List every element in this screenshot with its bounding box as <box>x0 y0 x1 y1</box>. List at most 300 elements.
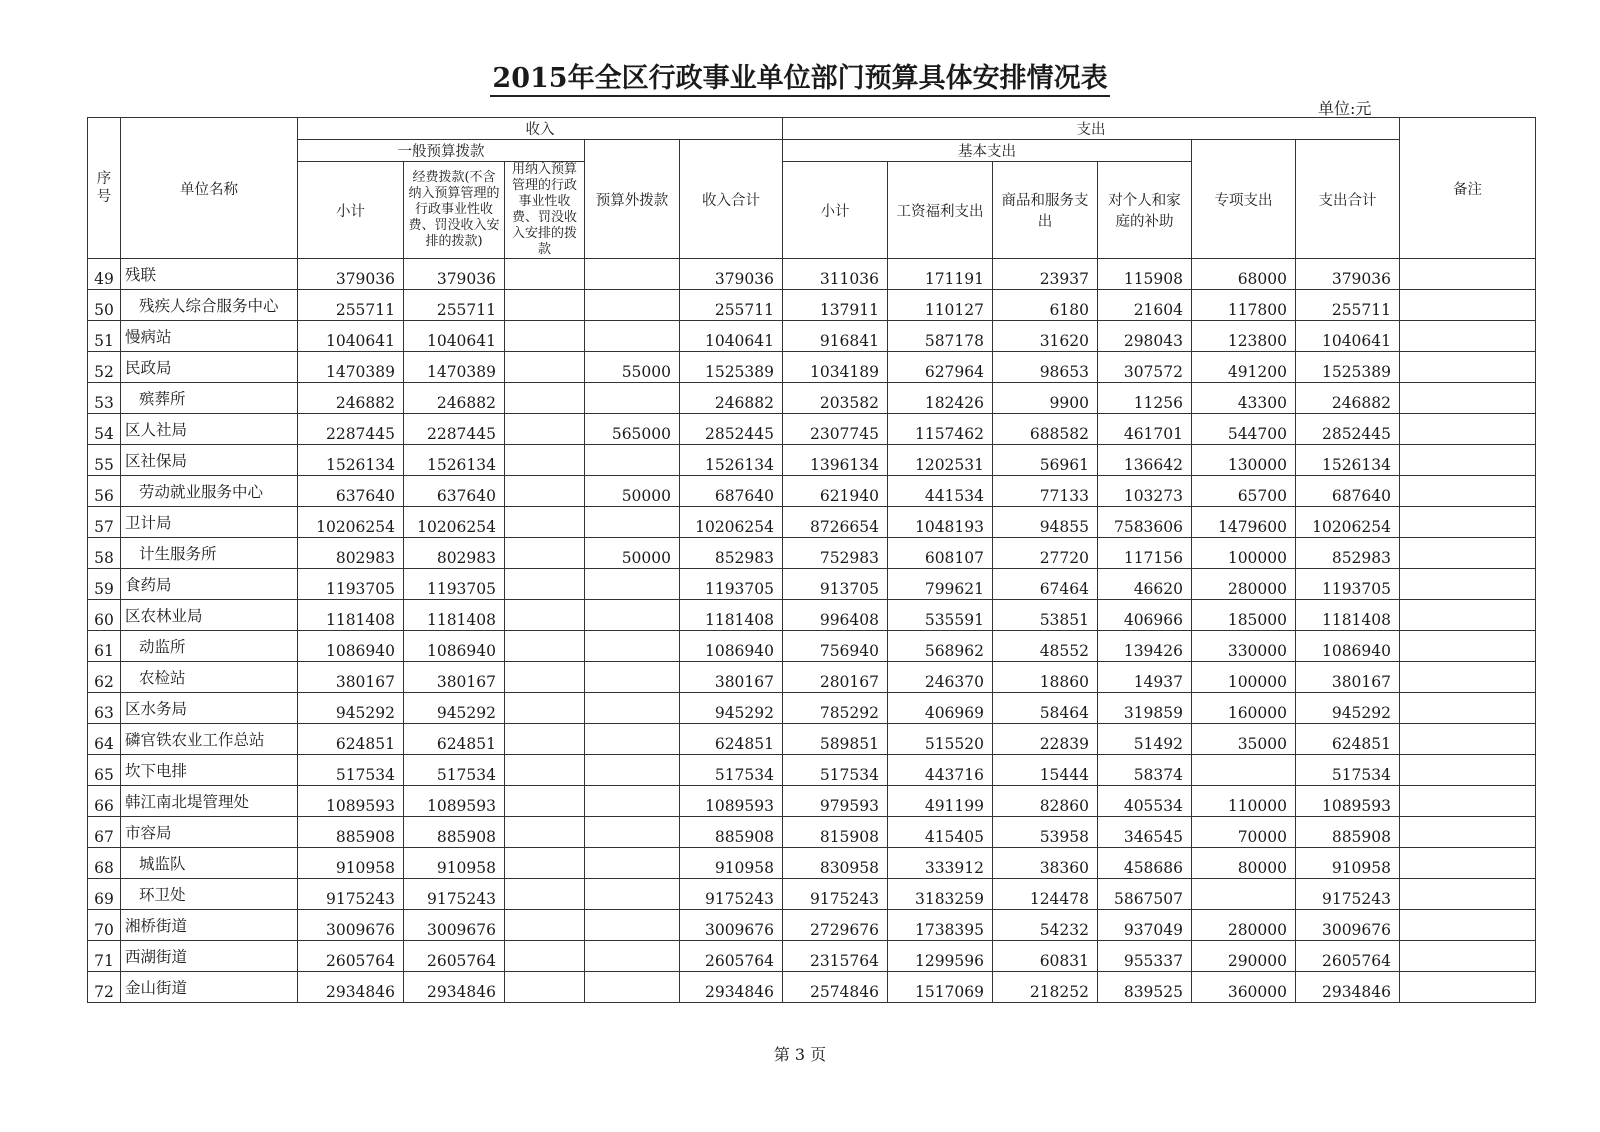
cell-special <box>1192 755 1296 786</box>
cell-special: 110000 <box>1192 786 1296 817</box>
cell-extra-budget <box>585 817 680 848</box>
cell-salary: 333912 <box>888 848 993 879</box>
cell-goods: 6180 <box>993 290 1098 321</box>
cell-income-total: 852983 <box>680 538 783 569</box>
row-seq: 61 <box>88 631 121 662</box>
cell-funding: 246882 <box>404 383 505 414</box>
table-row <box>88 879 1536 910</box>
cell-special: 185000 <box>1192 600 1296 631</box>
cell-expense-total: 10206254 <box>1296 507 1400 538</box>
table-row <box>88 445 1536 476</box>
row-name: 西湖街道 <box>121 941 298 972</box>
cell-funding: 1181408 <box>404 600 505 631</box>
cell-goods: 77133 <box>993 476 1098 507</box>
row-name: 民政局 <box>121 352 298 383</box>
cell-subsidy: 14937 <box>1098 662 1192 693</box>
row-name: 计生服务所 <box>121 538 298 569</box>
row-name: 金山街道 <box>121 972 298 1003</box>
cell-income-subtotal: 246882 <box>298 383 404 414</box>
cell-income-total: 885908 <box>680 817 783 848</box>
cell-funding: 624851 <box>404 724 505 755</box>
row-name: 食药局 <box>121 569 298 600</box>
cell-income-total: 1040641 <box>680 321 783 352</box>
cell-fee-funding <box>505 414 585 445</box>
table-row <box>88 507 1536 538</box>
cell-goods: 23937 <box>993 259 1098 290</box>
cell-subsidy: 461701 <box>1098 414 1192 445</box>
row-name: 韩江南北堤管理处 <box>121 786 298 817</box>
cell-income-total: 379036 <box>680 259 783 290</box>
cell-extra-budget <box>585 910 680 941</box>
cell-extra-budget <box>585 941 680 972</box>
table-row <box>88 910 1536 941</box>
cell-goods: 18860 <box>993 662 1098 693</box>
header-exp-subtotal: 小计 <box>783 162 888 259</box>
cell-goods: 56961 <box>993 445 1098 476</box>
row-seq: 66 <box>88 786 121 817</box>
cell-expense-total: 2852445 <box>1296 414 1400 445</box>
cell-fee-funding <box>505 476 585 507</box>
cell-expense-subtotal: 1396134 <box>783 445 888 476</box>
cell-extra-budget <box>585 507 680 538</box>
cell-income-total: 1525389 <box>680 352 783 383</box>
cell-income-subtotal: 2605764 <box>298 941 404 972</box>
cell-expense-total: 687640 <box>1296 476 1400 507</box>
cell-funding: 1086940 <box>404 631 505 662</box>
header-goods: 商品和服务支出 <box>993 162 1098 259</box>
row-name: 卫计局 <box>121 507 298 538</box>
cell-remark <box>1400 693 1536 724</box>
cell-subsidy: 839525 <box>1098 972 1192 1003</box>
cell-expense-total: 379036 <box>1296 259 1400 290</box>
cell-income-subtotal: 3009676 <box>298 910 404 941</box>
cell-funding: 255711 <box>404 290 505 321</box>
cell-fee-funding <box>505 662 585 693</box>
cell-goods: 38360 <box>993 848 1098 879</box>
cell-remark <box>1400 817 1536 848</box>
cell-goods: 15444 <box>993 755 1098 786</box>
cell-extra-budget <box>585 972 680 1003</box>
cell-income-total: 1181408 <box>680 600 783 631</box>
cell-expense-total: 517534 <box>1296 755 1400 786</box>
cell-special: 43300 <box>1192 383 1296 414</box>
row-name: 区农林业局 <box>121 600 298 631</box>
cell-funding: 945292 <box>404 693 505 724</box>
cell-salary: 799621 <box>888 569 993 600</box>
cell-special: 100000 <box>1192 662 1296 693</box>
cell-goods: 22839 <box>993 724 1098 755</box>
header-income: 收入 <box>298 118 783 140</box>
row-seq: 52 <box>88 352 121 383</box>
cell-salary: 441534 <box>888 476 993 507</box>
cell-remark <box>1400 786 1536 817</box>
row-name: 动监所 <box>121 631 298 662</box>
cell-income-subtotal: 624851 <box>298 724 404 755</box>
cell-fee-funding <box>505 631 585 662</box>
cell-funding: 380167 <box>404 662 505 693</box>
cell-income-subtotal: 1086940 <box>298 631 404 662</box>
cell-extra-budget <box>585 321 680 352</box>
cell-income-total: 2934846 <box>680 972 783 1003</box>
cell-subsidy: 307572 <box>1098 352 1192 383</box>
cell-fee-funding <box>505 352 585 383</box>
cell-income-total: 687640 <box>680 476 783 507</box>
cell-fee-funding <box>505 538 585 569</box>
cell-expense-subtotal: 830958 <box>783 848 888 879</box>
table-row <box>88 817 1536 848</box>
cell-special <box>1192 879 1296 910</box>
cell-extra-budget <box>585 786 680 817</box>
cell-funding: 1040641 <box>404 321 505 352</box>
cell-remark <box>1400 600 1536 631</box>
row-name: 市容局 <box>121 817 298 848</box>
cell-expense-subtotal: 996408 <box>783 600 888 631</box>
cell-special: 330000 <box>1192 631 1296 662</box>
cell-expense-total: 9175243 <box>1296 879 1400 910</box>
cell-special: 80000 <box>1192 848 1296 879</box>
cell-extra-budget: 55000 <box>585 352 680 383</box>
cell-income-subtotal: 885908 <box>298 817 404 848</box>
cell-income-subtotal: 380167 <box>298 662 404 693</box>
table-row <box>88 724 1536 755</box>
cell-subsidy: 298043 <box>1098 321 1192 352</box>
cell-expense-subtotal: 2315764 <box>783 941 888 972</box>
cell-funding: 1526134 <box>404 445 505 476</box>
cell-goods: 53851 <box>993 600 1098 631</box>
cell-special: 68000 <box>1192 259 1296 290</box>
table-row <box>88 538 1536 569</box>
cell-goods: 67464 <box>993 569 1098 600</box>
cell-fee-funding <box>505 693 585 724</box>
cell-expense-total: 2605764 <box>1296 941 1400 972</box>
cell-subsidy: 11256 <box>1098 383 1192 414</box>
row-seq: 69 <box>88 879 121 910</box>
cell-expense-subtotal: 311036 <box>783 259 888 290</box>
cell-goods: 31620 <box>993 321 1098 352</box>
cell-fee-funding <box>505 879 585 910</box>
row-seq: 49 <box>88 259 121 290</box>
table-header <box>88 118 1536 259</box>
cell-salary: 110127 <box>888 290 993 321</box>
cell-salary: 1738395 <box>888 910 993 941</box>
row-name: 湘桥街道 <box>121 910 298 941</box>
cell-income-subtotal: 1181408 <box>298 600 404 631</box>
row-name: 农检站 <box>121 662 298 693</box>
cell-extra-budget: 50000 <box>585 476 680 507</box>
cell-expense-total: 1181408 <box>1296 600 1400 631</box>
cell-subsidy: 136642 <box>1098 445 1192 476</box>
row-seq: 64 <box>88 724 121 755</box>
cell-expense-subtotal: 815908 <box>783 817 888 848</box>
cell-salary: 246370 <box>888 662 993 693</box>
header-special: 专项支出 <box>1192 140 1296 259</box>
cell-expense-subtotal: 916841 <box>783 321 888 352</box>
row-name: 慢病站 <box>121 321 298 352</box>
cell-income-total: 2852445 <box>680 414 783 445</box>
table-row <box>88 383 1536 414</box>
cell-expense-subtotal: 752983 <box>783 538 888 569</box>
cell-fee-funding <box>505 755 585 786</box>
cell-remark <box>1400 352 1536 383</box>
cell-expense-total: 1040641 <box>1296 321 1400 352</box>
cell-fee-funding <box>505 786 585 817</box>
cell-expense-subtotal: 979593 <box>783 786 888 817</box>
row-name: 残联 <box>121 259 298 290</box>
cell-salary: 608107 <box>888 538 993 569</box>
table-row <box>88 569 1536 600</box>
cell-goods: 60831 <box>993 941 1098 972</box>
row-seq: 68 <box>88 848 121 879</box>
header-inc-subtotal: 小计 <box>298 162 404 259</box>
row-name: 残疾人综合服务中心 <box>121 290 298 321</box>
row-name: 城监队 <box>121 848 298 879</box>
cell-income-subtotal: 802983 <box>298 538 404 569</box>
cell-extra-budget <box>585 693 680 724</box>
cell-special: 1479600 <box>1192 507 1296 538</box>
cell-remark <box>1400 569 1536 600</box>
table-row <box>88 941 1536 972</box>
cell-funding: 517534 <box>404 755 505 786</box>
table-body <box>88 259 1536 1003</box>
cell-expense-total: 1525389 <box>1296 352 1400 383</box>
cell-expense-total: 3009676 <box>1296 910 1400 941</box>
cell-remark <box>1400 383 1536 414</box>
cell-remark <box>1400 910 1536 941</box>
cell-funding: 1193705 <box>404 569 505 600</box>
cell-income-subtotal: 10206254 <box>298 507 404 538</box>
cell-subsidy: 319859 <box>1098 693 1192 724</box>
cell-goods: 9900 <box>993 383 1098 414</box>
cell-expense-subtotal: 8726654 <box>783 507 888 538</box>
cell-special: 360000 <box>1192 972 1296 1003</box>
cell-salary: 182426 <box>888 383 993 414</box>
cell-remark <box>1400 972 1536 1003</box>
cell-subsidy: 46620 <box>1098 569 1192 600</box>
cell-salary: 3183259 <box>888 879 993 910</box>
row-name: 区水务局 <box>121 693 298 724</box>
table-row <box>88 848 1536 879</box>
cell-income-total: 255711 <box>680 290 783 321</box>
cell-income-subtotal: 517534 <box>298 755 404 786</box>
cell-income-total: 1193705 <box>680 569 783 600</box>
cell-remark <box>1400 259 1536 290</box>
cell-expense-total: 2934846 <box>1296 972 1400 1003</box>
table-row <box>88 352 1536 383</box>
header-expense-total: 支出合计 <box>1296 140 1400 259</box>
header-income-total: 收入合计 <box>680 140 783 259</box>
cell-expense-total: 945292 <box>1296 693 1400 724</box>
cell-income-subtotal: 1193705 <box>298 569 404 600</box>
cell-extra-budget <box>585 879 680 910</box>
header-funding: 经费拨款(不含纳入预算管理的行政事业性收费、罚没收入安排的拨款) <box>404 162 505 259</box>
cell-expense-subtotal: 517534 <box>783 755 888 786</box>
cell-remark <box>1400 724 1536 755</box>
row-name: 区社保局 <box>121 445 298 476</box>
cell-special: 35000 <box>1192 724 1296 755</box>
cell-special: 491200 <box>1192 352 1296 383</box>
cell-subsidy: 139426 <box>1098 631 1192 662</box>
cell-fee-funding <box>505 848 585 879</box>
cell-special: 65700 <box>1192 476 1296 507</box>
header-seq: 序号 <box>88 118 121 259</box>
cell-remark <box>1400 848 1536 879</box>
row-seq: 55 <box>88 445 121 476</box>
row-name: 坎下电排 <box>121 755 298 786</box>
cell-salary: 1048193 <box>888 507 993 538</box>
cell-subsidy: 937049 <box>1098 910 1192 941</box>
cell-income-subtotal: 379036 <box>298 259 404 290</box>
cell-salary: 515520 <box>888 724 993 755</box>
cell-expense-total: 910958 <box>1296 848 1400 879</box>
row-seq: 72 <box>88 972 121 1003</box>
row-seq: 53 <box>88 383 121 414</box>
row-seq: 57 <box>88 507 121 538</box>
page-number: 第 3 页 <box>773 1045 827 1064</box>
cell-salary: 406969 <box>888 693 993 724</box>
cell-goods: 82860 <box>993 786 1098 817</box>
row-name: 环卫处 <box>121 879 298 910</box>
cell-income-total: 2605764 <box>680 941 783 972</box>
cell-expense-total: 852983 <box>1296 538 1400 569</box>
cell-income-total: 517534 <box>680 755 783 786</box>
cell-salary: 1517069 <box>888 972 993 1003</box>
cell-remark <box>1400 321 1536 352</box>
cell-expense-subtotal: 2729676 <box>783 910 888 941</box>
cell-fee-funding <box>505 941 585 972</box>
cell-goods: 27720 <box>993 538 1098 569</box>
row-seq: 56 <box>88 476 121 507</box>
table-row <box>88 290 1536 321</box>
cell-expense-total: 246882 <box>1296 383 1400 414</box>
table-row <box>88 259 1536 290</box>
cell-expense-subtotal: 2574846 <box>783 972 888 1003</box>
cell-goods: 98653 <box>993 352 1098 383</box>
cell-fee-funding <box>505 321 585 352</box>
cell-special: 100000 <box>1192 538 1296 569</box>
cell-salary: 443716 <box>888 755 993 786</box>
cell-funding: 3009676 <box>404 910 505 941</box>
cell-expense-total: 1526134 <box>1296 445 1400 476</box>
cell-funding: 2287445 <box>404 414 505 445</box>
cell-expense-subtotal: 785292 <box>783 693 888 724</box>
table-row <box>88 972 1536 1003</box>
cell-subsidy: 955337 <box>1098 941 1192 972</box>
cell-funding: 802983 <box>404 538 505 569</box>
cell-expense-subtotal: 621940 <box>783 476 888 507</box>
cell-goods: 53958 <box>993 817 1098 848</box>
cell-salary: 535591 <box>888 600 993 631</box>
cell-extra-budget <box>585 383 680 414</box>
cell-subsidy: 406966 <box>1098 600 1192 631</box>
cell-income-total: 1526134 <box>680 445 783 476</box>
row-name: 劳动就业服务中心 <box>121 476 298 507</box>
cell-salary: 1299596 <box>888 941 993 972</box>
cell-special: 280000 <box>1192 910 1296 941</box>
cell-fee-funding <box>505 972 585 1003</box>
cell-special: 123800 <box>1192 321 1296 352</box>
cell-expense-total: 1089593 <box>1296 786 1400 817</box>
cell-subsidy: 458686 <box>1098 848 1192 879</box>
cell-remark <box>1400 290 1536 321</box>
cell-income-subtotal: 1526134 <box>298 445 404 476</box>
row-seq: 54 <box>88 414 121 445</box>
cell-income-total: 380167 <box>680 662 783 693</box>
cell-extra-budget <box>585 600 680 631</box>
cell-income-total: 1086940 <box>680 631 783 662</box>
cell-income-subtotal: 637640 <box>298 476 404 507</box>
cell-special: 160000 <box>1192 693 1296 724</box>
cell-fee-funding <box>505 445 585 476</box>
cell-remark <box>1400 755 1536 786</box>
cell-extra-budget: 50000 <box>585 538 680 569</box>
table-row <box>88 755 1536 786</box>
header-extra-budget: 预算外拨款 <box>585 140 680 259</box>
row-name: 殡葬所 <box>121 383 298 414</box>
cell-expense-subtotal: 280167 <box>783 662 888 693</box>
cell-goods: 54232 <box>993 910 1098 941</box>
cell-salary: 415405 <box>888 817 993 848</box>
cell-salary: 1202531 <box>888 445 993 476</box>
cell-extra-budget <box>585 631 680 662</box>
cell-income-total: 624851 <box>680 724 783 755</box>
cell-salary: 587178 <box>888 321 993 352</box>
cell-income-total: 1089593 <box>680 786 783 817</box>
cell-subsidy: 103273 <box>1098 476 1192 507</box>
cell-subsidy: 117156 <box>1098 538 1192 569</box>
row-seq: 71 <box>88 941 121 972</box>
row-seq: 50 <box>88 290 121 321</box>
cell-fee-funding <box>505 569 585 600</box>
cell-goods: 124478 <box>993 879 1098 910</box>
table-row <box>88 693 1536 724</box>
row-seq: 60 <box>88 600 121 631</box>
cell-salary: 1157462 <box>888 414 993 445</box>
cell-salary: 627964 <box>888 352 993 383</box>
cell-income-subtotal: 2287445 <box>298 414 404 445</box>
cell-goods: 688582 <box>993 414 1098 445</box>
header-fee-funding: 用纳入预算管理的行政事业性收费、罚没收入安排的拨款 <box>505 162 585 259</box>
cell-special: 280000 <box>1192 569 1296 600</box>
cell-salary: 568962 <box>888 631 993 662</box>
cell-extra-budget <box>585 755 680 786</box>
cell-income-total: 246882 <box>680 383 783 414</box>
cell-income-total: 910958 <box>680 848 783 879</box>
cell-extra-budget <box>585 569 680 600</box>
header-basic-expense: 基本支出 <box>783 140 1192 162</box>
cell-funding: 379036 <box>404 259 505 290</box>
cell-subsidy: 5867507 <box>1098 879 1192 910</box>
table-row <box>88 631 1536 662</box>
cell-special: 70000 <box>1192 817 1296 848</box>
cell-subsidy: 51492 <box>1098 724 1192 755</box>
cell-subsidy: 58374 <box>1098 755 1192 786</box>
header-general-budget: 一般预算拨款 <box>298 140 585 162</box>
cell-fee-funding <box>505 259 585 290</box>
header-subsidy: 对个人和家庭的补助 <box>1098 162 1192 259</box>
cell-fee-funding <box>505 290 585 321</box>
row-seq: 58 <box>88 538 121 569</box>
cell-fee-funding <box>505 600 585 631</box>
cell-funding: 2605764 <box>404 941 505 972</box>
cell-expense-total: 255711 <box>1296 290 1400 321</box>
cell-expense-subtotal: 2307745 <box>783 414 888 445</box>
cell-special: 117800 <box>1192 290 1296 321</box>
row-seq: 59 <box>88 569 121 600</box>
cell-income-total: 10206254 <box>680 507 783 538</box>
cell-special: 130000 <box>1192 445 1296 476</box>
cell-remark <box>1400 507 1536 538</box>
budget-table <box>87 117 1536 1003</box>
